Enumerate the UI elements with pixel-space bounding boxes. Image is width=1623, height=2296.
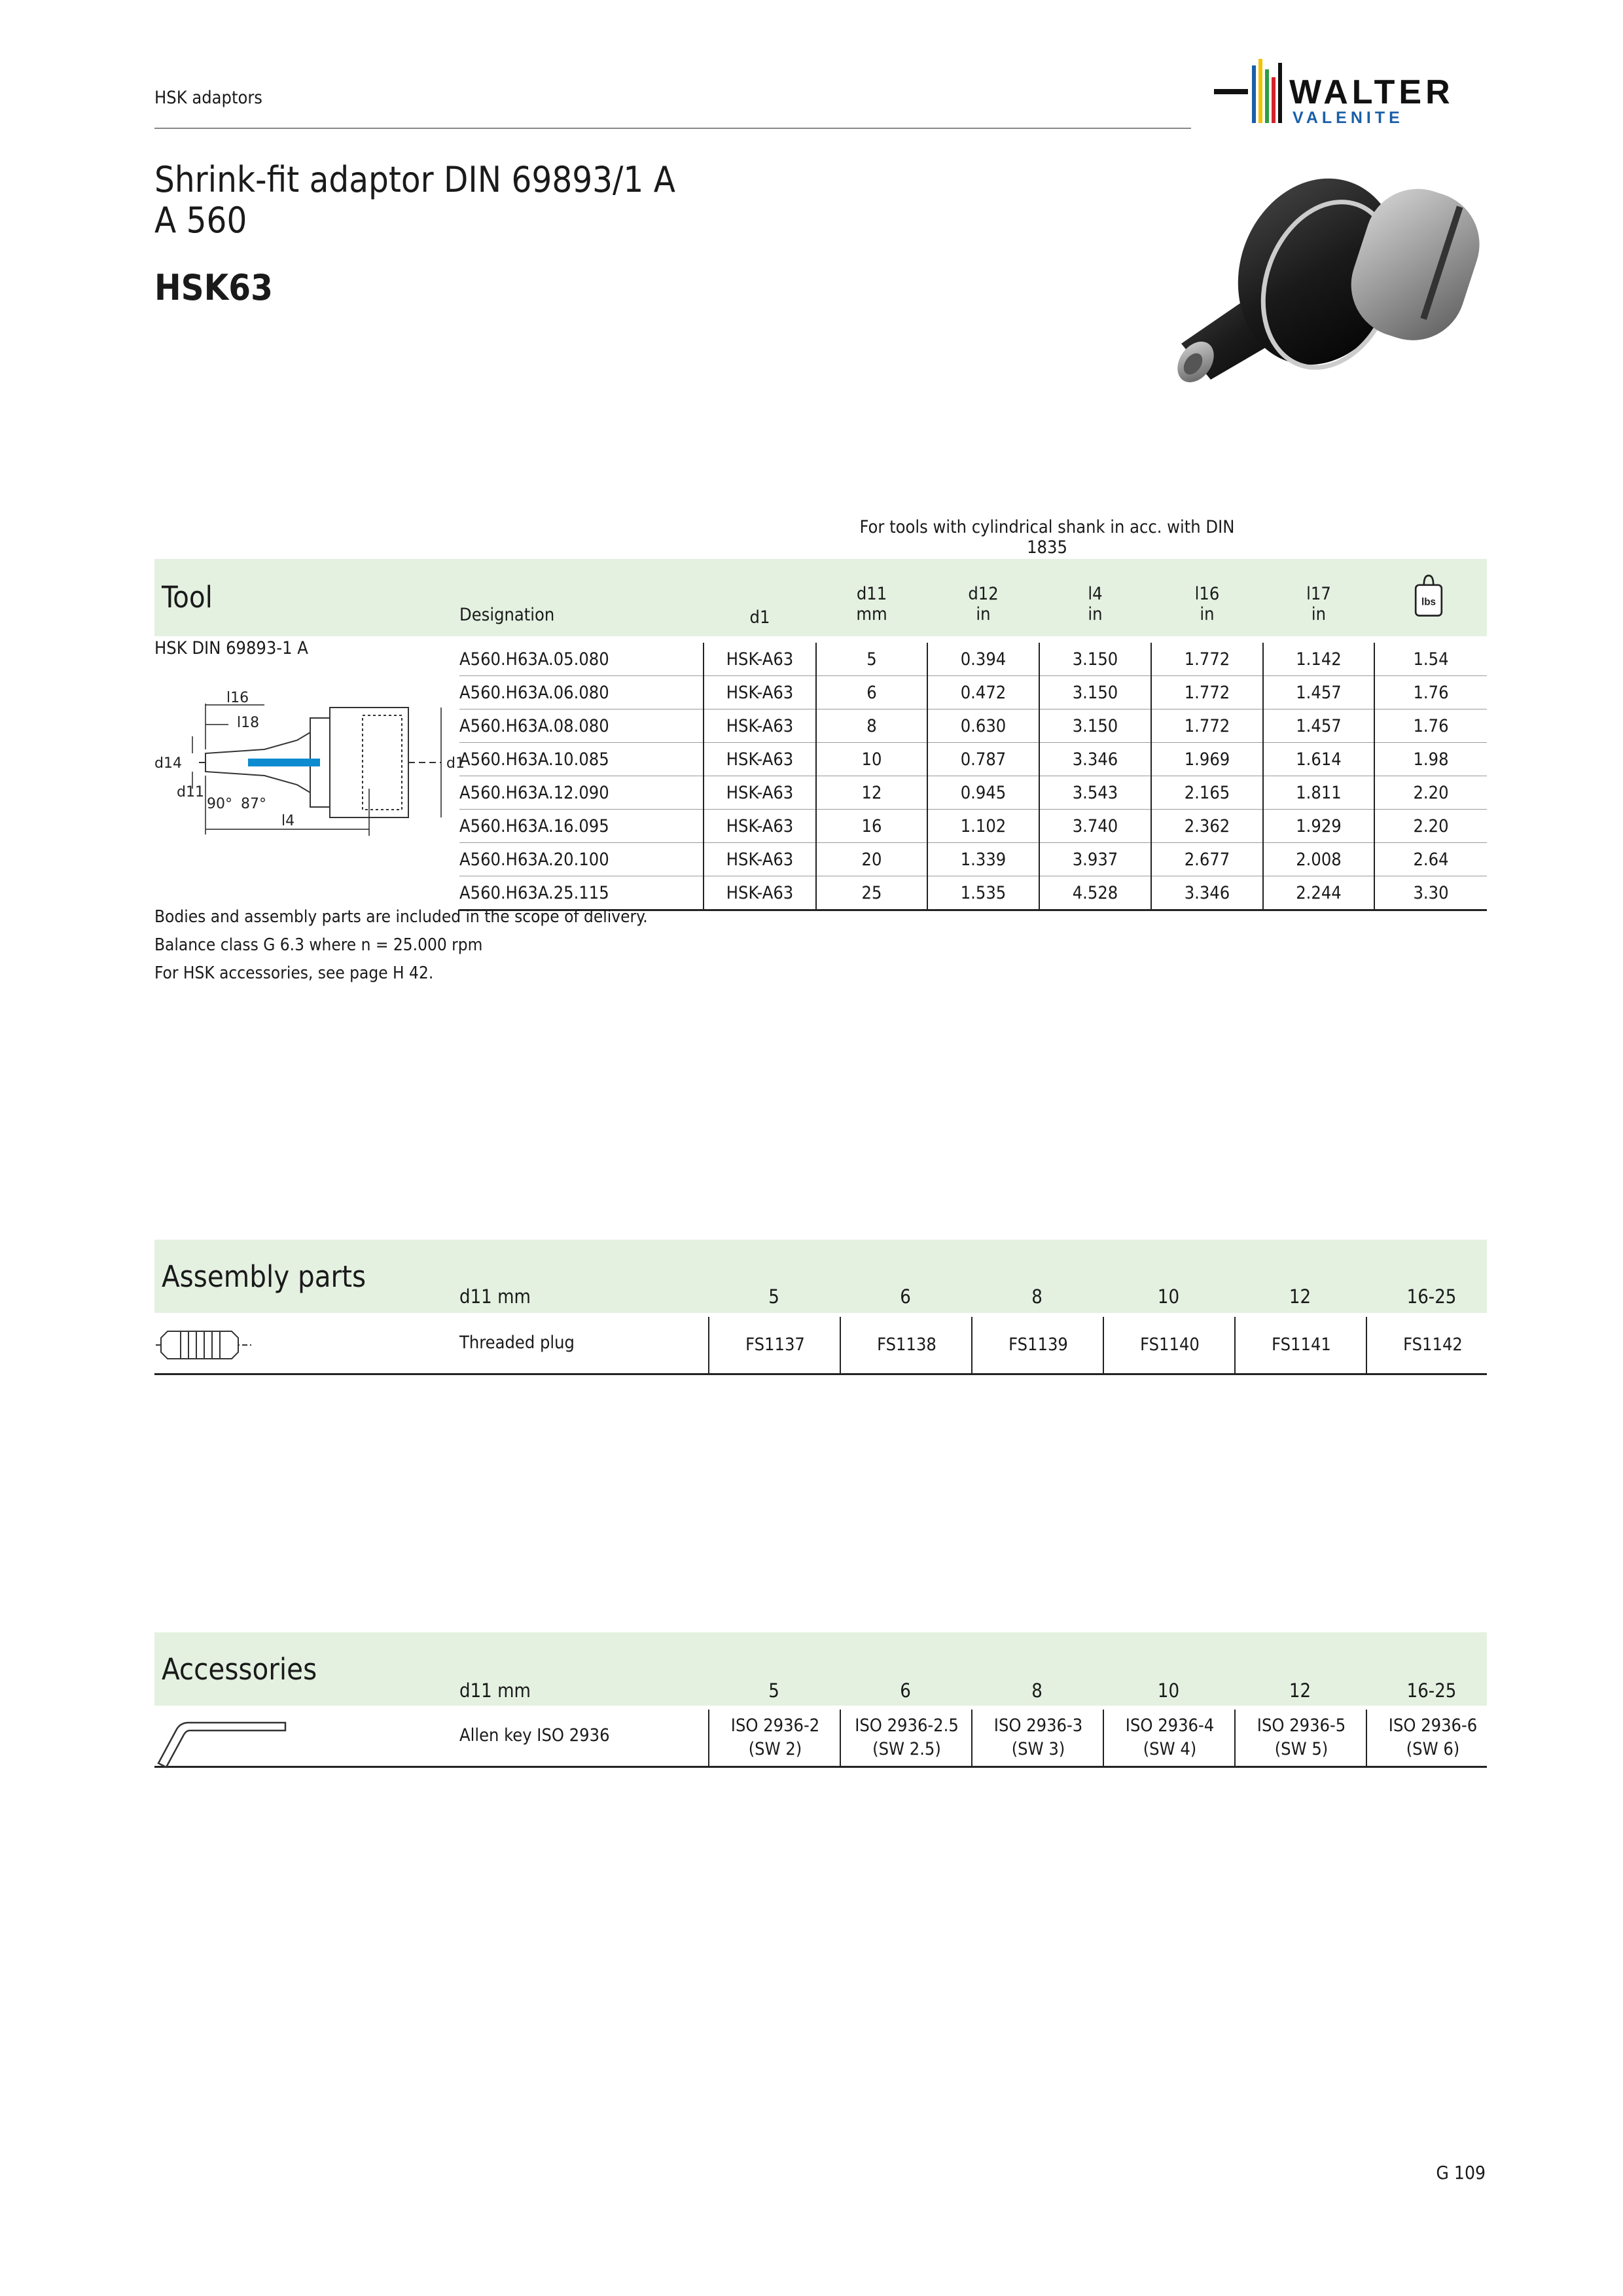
table-cell: 0.472 — [927, 676, 1039, 709]
weight-icon — [1411, 569, 1446, 622]
dim-l18: l18 — [237, 715, 260, 731]
table-cell: HSK-A63 — [704, 676, 816, 709]
accessories-row-label: Allen key ISO 2936 — [459, 1725, 610, 1746]
accessories-value-line: ISO 2936-2 — [730, 1715, 820, 1736]
dim-angle-87: 87° — [241, 796, 266, 812]
table-cell: 2.362 — [1151, 810, 1263, 843]
accessories-value-line: ISO 2936-2.5 — [855, 1715, 959, 1736]
logo-valenite-text: VALENITE — [1293, 109, 1404, 127]
assembly-value-cell: FS1142 — [1366, 1317, 1499, 1373]
col-l4 — [1039, 584, 1151, 624]
assembly-value-cell: FS1141 — [1234, 1317, 1367, 1373]
table-cell: 1.142 — [1263, 643, 1374, 676]
assembly-value-cell: FS1137 — [708, 1317, 841, 1373]
designation-cell: A560.H63A.12.090 — [459, 776, 704, 810]
accessories-d11-label: d11 — [459, 1679, 492, 1702]
dim-d11: d11 — [177, 784, 204, 800]
note-balance: Balance class G 6.3 where n = 25.000 rpm — [154, 935, 483, 955]
table-cell: 3.346 — [1151, 876, 1263, 910]
accessories-value-cell — [1234, 1710, 1367, 1766]
accessories-value-cell — [840, 1710, 972, 1766]
designation-cell: A560.H63A.08.080 — [459, 709, 704, 743]
accessories-value-line: (SW 4) — [1143, 1739, 1197, 1759]
accessories-value-cell — [708, 1710, 841, 1766]
col-d11-unit: mm — [856, 604, 887, 624]
tool-band-title: Tool — [162, 580, 213, 615]
table-cell: 3.150 — [1039, 709, 1151, 743]
assembly-size-header: 12 — [1289, 1285, 1311, 1308]
table-row — [459, 776, 1487, 810]
table-cell: 1.76 — [1374, 676, 1487, 709]
table-cell: 2.64 — [1374, 843, 1487, 876]
product-code: A 560 — [154, 200, 247, 241]
table-cell: 2.165 — [1151, 776, 1263, 810]
accessories-size-header: 12 — [1289, 1679, 1311, 1702]
dim-l4: l4 — [281, 813, 295, 829]
table-row — [459, 843, 1487, 876]
dim-d14: d14 — [154, 755, 182, 772]
col-l4-unit: in — [1088, 604, 1103, 624]
assembly-size-header: 10 — [1157, 1285, 1180, 1308]
assembly-band-title: Assembly parts — [162, 1259, 366, 1294]
allen-key-icon — [154, 1710, 292, 1768]
col-l16-label: l16 — [1194, 584, 1220, 604]
designation-cell: A560.H63A.25.115 — [459, 876, 704, 910]
table-cell: 1.457 — [1263, 709, 1374, 743]
table-cell: 1.535 — [927, 876, 1039, 910]
dim-angle-90: 90° — [207, 796, 232, 812]
col-l17 — [1263, 584, 1374, 624]
note-accessories: For HSK accessories, see page H 42. — [154, 963, 434, 983]
table-cell: 4.528 — [1039, 876, 1151, 910]
col-l17-label: l17 — [1306, 584, 1331, 604]
page-number: G 109 — [1436, 2162, 1486, 2183]
table-cell: 3.150 — [1039, 643, 1151, 676]
table-cell: HSK-A63 — [704, 709, 816, 743]
table-cell: 6 — [816, 676, 927, 709]
table-cell: 1.772 — [1151, 643, 1263, 676]
product-size: HSK63 — [154, 267, 273, 308]
dim-d1: d1 — [446, 755, 465, 772]
product-title: Shrink-fit adaptor DIN 69893/1 A — [154, 159, 675, 200]
table-row — [459, 709, 1487, 743]
table-row — [459, 676, 1487, 709]
tool-standard-label: HSK DIN 69893-1 A — [154, 638, 308, 658]
accessories-value-line: ISO 2936-3 — [993, 1715, 1083, 1736]
table-row — [459, 810, 1487, 843]
table-cell: 1.614 — [1263, 743, 1374, 776]
accessories-size-header: 16-25 — [1406, 1679, 1457, 1702]
table-cell: 1.457 — [1263, 676, 1374, 709]
table-cell: 3.937 — [1039, 843, 1151, 876]
dim-l16: l16 — [226, 690, 249, 706]
table-cell: 1.969 — [1151, 743, 1263, 776]
table-cell: 1.929 — [1263, 810, 1374, 843]
accessories-value-line: ISO 2936-6 — [1388, 1715, 1478, 1736]
note-scope: Bodies and assembly parts are included in the scope of delivery. — [154, 907, 648, 927]
designation-cell: A560.H63A.10.085 — [459, 743, 704, 776]
designation-cell: A560.H63A.06.080 — [459, 676, 704, 709]
assembly-row-label: Threaded plug — [459, 1333, 575, 1353]
accessories-value-line: (SW 3) — [1011, 1739, 1065, 1759]
accessories-value-line: (SW 6) — [1406, 1739, 1460, 1759]
col-l16 — [1151, 584, 1263, 624]
accessories-size-header: 10 — [1157, 1679, 1180, 1702]
table-cell: HSK-A63 — [704, 843, 816, 876]
table-cell: HSK-A63 — [704, 810, 816, 843]
table-cell: 0.787 — [927, 743, 1039, 776]
accessories-value-line: (SW 2.5) — [872, 1739, 941, 1759]
assembly-value-cell: FS1138 — [840, 1317, 972, 1373]
table-cell: 1.76 — [1374, 709, 1487, 743]
threaded-plug-icon — [154, 1322, 253, 1368]
col-d1-label: d1 — [749, 607, 770, 628]
table-cell: 2.20 — [1374, 776, 1487, 810]
table-cell: 12 — [816, 776, 927, 810]
table-cell: 3.543 — [1039, 776, 1151, 810]
col-d1 — [704, 607, 816, 628]
table-cell: 5 — [816, 643, 927, 676]
table-cell: 1.98 — [1374, 743, 1487, 776]
weight-icon-label: lbs — [1421, 596, 1436, 608]
tool-notes — [154, 903, 648, 988]
section-label: HSK adaptors — [154, 88, 262, 108]
accessories-d11-header — [459, 1679, 531, 1702]
accessories-value-line: ISO 2936-5 — [1257, 1715, 1346, 1736]
tool-technical-drawing — [153, 684, 465, 841]
accessories-size-header: 6 — [900, 1679, 911, 1702]
assembly-size-header: 6 — [900, 1285, 911, 1308]
table-cell: 1.102 — [927, 810, 1039, 843]
table-cell: 2.20 — [1374, 810, 1487, 843]
tool-table — [459, 643, 1487, 911]
accessories-band-title: Accessories — [162, 1652, 317, 1687]
col-l17-unit: in — [1311, 604, 1327, 624]
accessories-value-cell — [971, 1710, 1104, 1766]
table-cell: 2.244 — [1263, 876, 1374, 910]
col-l4-label: l4 — [1088, 584, 1103, 604]
table-cell: 3.346 — [1039, 743, 1151, 776]
table-cell: 25 — [816, 876, 927, 910]
accessories-row-rule — [154, 1766, 1487, 1768]
table-cell: 1.772 — [1151, 676, 1263, 709]
assembly-value-cell: FS1140 — [1103, 1317, 1236, 1373]
tool-subtitle: For tools with cylindrical shank in acc. with DIN 1835 — [859, 517, 1235, 558]
table-row — [459, 743, 1487, 776]
assembly-size-header: 8 — [1031, 1285, 1043, 1308]
col-d12-unit: in — [976, 604, 991, 624]
designation-cell: A560.H63A.16.095 — [459, 810, 704, 843]
walter-valenite-logo — [1214, 58, 1482, 128]
table-cell: 1.772 — [1151, 709, 1263, 743]
table-cell: 0.394 — [927, 643, 1039, 676]
table-cell: 0.630 — [927, 709, 1039, 743]
table-cell: 3.150 — [1039, 676, 1151, 709]
table-cell: HSK-A63 — [704, 776, 816, 810]
assembly-d11-header — [459, 1285, 531, 1308]
table-cell: 1.54 — [1374, 643, 1487, 676]
table-cell: 0.945 — [927, 776, 1039, 810]
assembly-row-rule — [154, 1373, 1487, 1375]
table-cell: HSK-A63 — [704, 876, 816, 910]
table-cell: 16 — [816, 810, 927, 843]
col-d12 — [927, 584, 1039, 624]
accessories-value-line: (SW 5) — [1274, 1739, 1329, 1759]
logo-walter-text: WALTER — [1289, 73, 1454, 111]
accessories-value-cell — [1103, 1710, 1236, 1766]
table-cell: 20 — [816, 843, 927, 876]
col-d11-label: d11 — [856, 584, 887, 604]
col-d11 — [816, 584, 927, 624]
col-designation: Designation — [459, 605, 555, 625]
assembly-d11-label: d11 — [459, 1285, 492, 1308]
table-cell: HSK-A63 — [704, 643, 816, 676]
table-cell: 2.677 — [1151, 843, 1263, 876]
assembly-size-header: 16-25 — [1406, 1285, 1457, 1308]
assembly-size-header: 5 — [768, 1285, 779, 1308]
table-cell: 10 — [816, 743, 927, 776]
accessories-d11-unit: mm — [497, 1679, 531, 1702]
table-cell: 8 — [816, 709, 927, 743]
table-cell: 2.008 — [1263, 843, 1374, 876]
table-cell: 1.339 — [927, 843, 1039, 876]
assembly-value-cell: FS1139 — [971, 1317, 1104, 1373]
header-rule — [154, 128, 1191, 129]
assembly-d11-unit: mm — [497, 1285, 531, 1308]
designation-cell: A560.H63A.20.100 — [459, 843, 704, 876]
accessories-size-header: 5 — [768, 1679, 779, 1702]
table-cell: 3.740 — [1039, 810, 1151, 843]
table-cell: 1.811 — [1263, 776, 1374, 810]
table-cell: HSK-A63 — [704, 743, 816, 776]
accessories-value-line: (SW 2) — [748, 1739, 802, 1759]
accessories-size-header: 8 — [1031, 1679, 1043, 1702]
table-row — [459, 643, 1487, 676]
designation-cell: A560.H63A.05.080 — [459, 643, 704, 676]
col-l16-unit: in — [1200, 604, 1215, 624]
col-d12-label: d12 — [968, 584, 999, 604]
product-photo — [1155, 164, 1495, 425]
table-cell: 3.30 — [1374, 876, 1487, 910]
accessories-value-cell — [1366, 1710, 1499, 1766]
accessories-value-line: ISO 2936-4 — [1125, 1715, 1215, 1736]
